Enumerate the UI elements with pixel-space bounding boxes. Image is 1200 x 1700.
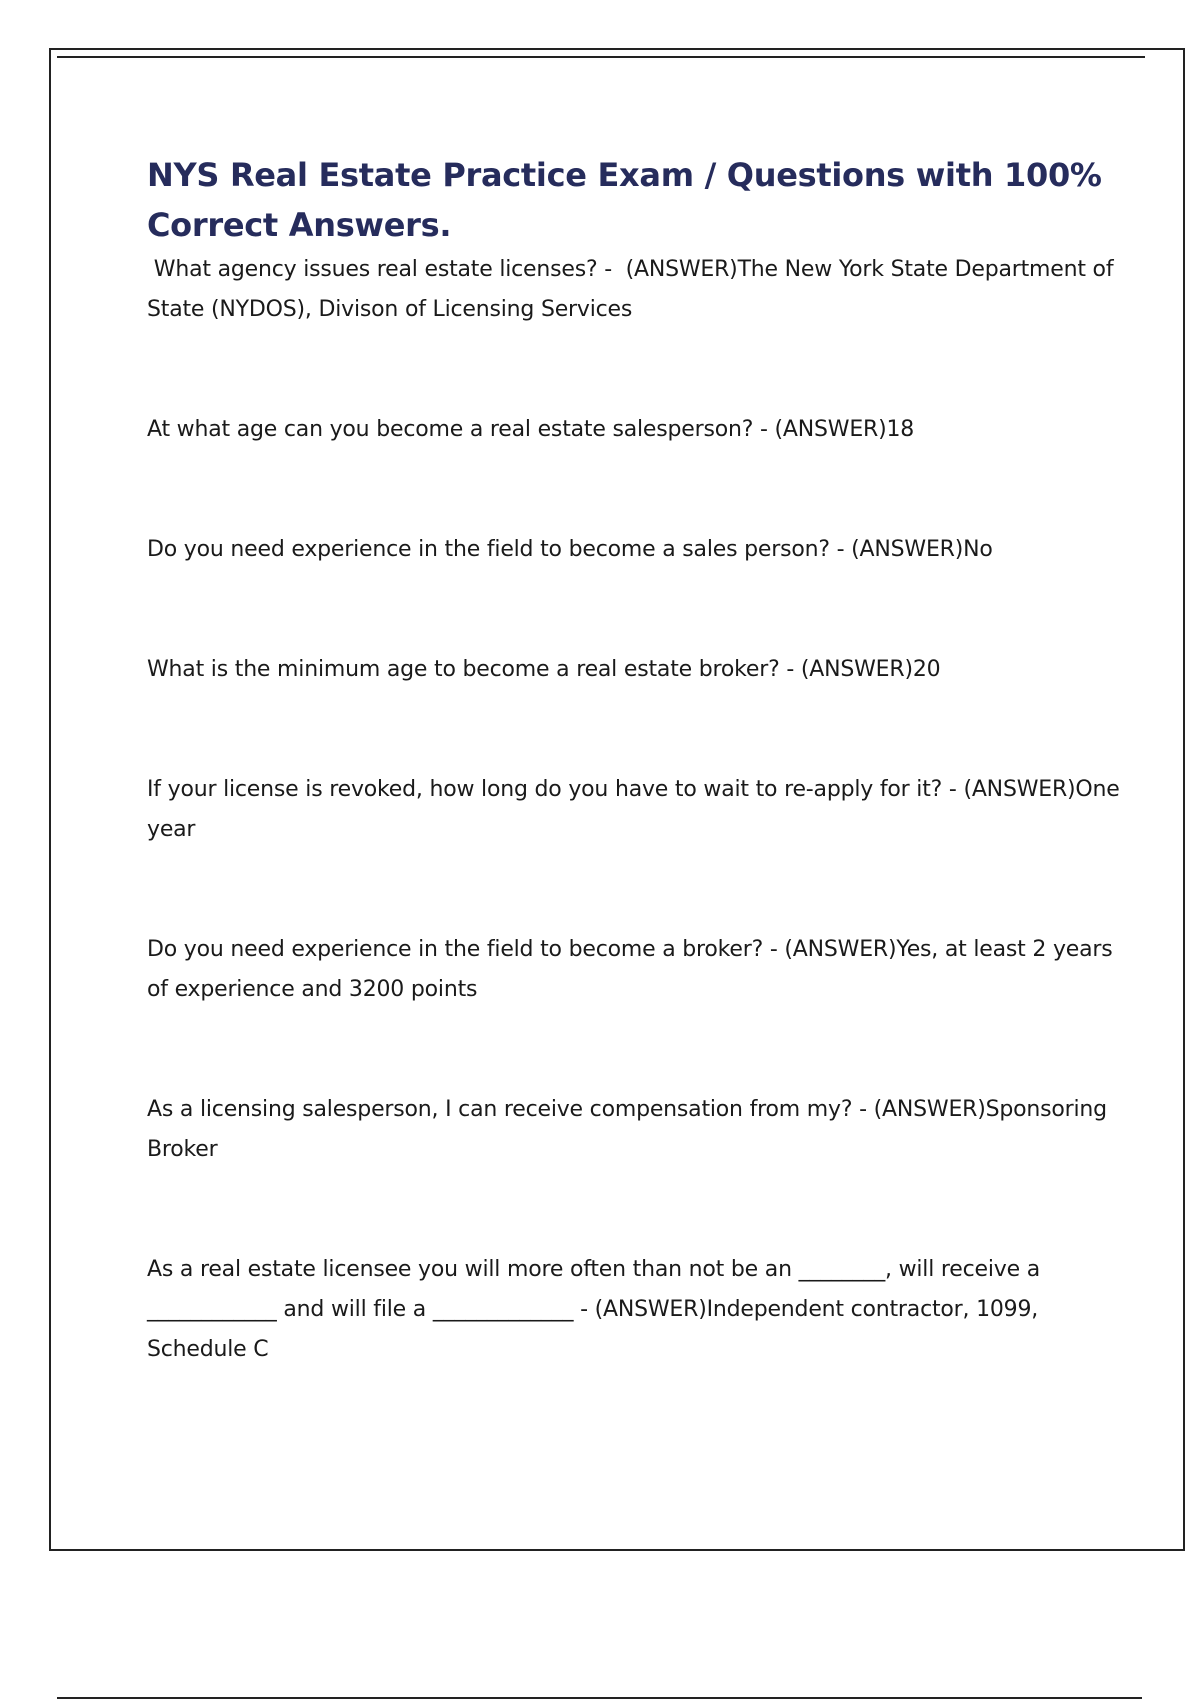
qa-item: At what age can you become a real estate salesperson? - (ANSWER)18 [147, 417, 915, 442]
qa-item: Do you need experience in the field to become a broker? - (ANSWER)Yes, at least 2 years of experience and 3200 points [147, 937, 1113, 1002]
qa-item: What is the minimum age to become a real estate broker? - (ANSWER)20 [147, 657, 941, 682]
page-frame [49, 48, 1185, 1551]
qa-item: If your license is revoked, how long do you have to wait to re-apply for it? - (ANSWER)One year [147, 777, 1120, 842]
document-title: NYS Real Estate Practice Exam / Questions with 100% Correct Answers. [147, 156, 1102, 244]
document-content [147, 150, 1127, 1450]
qa-item: As a licensing salesperson, I can receive compensation from my? - (ANSWER)Sponsoring Broker [147, 1097, 1107, 1162]
top-rule [57, 56, 1145, 58]
qa-item: Do you need experience in the field to become a sales person? - (ANSWER)No [147, 537, 993, 562]
qa-item: As a real estate licensee you will more often than not be an ________, will receive a ____________ and will file a _____________ - (ANSWER)Independent contractor, 1099, Schedule C [147, 1257, 1040, 1362]
qa-item: What agency issues real estate licenses? - (ANSWER)The New York State Department of State (NYDOS), Divison of Licensing Services [147, 257, 1121, 322]
qa-list [147, 250, 1127, 1370]
bottom-rule [57, 1697, 1142, 1699]
